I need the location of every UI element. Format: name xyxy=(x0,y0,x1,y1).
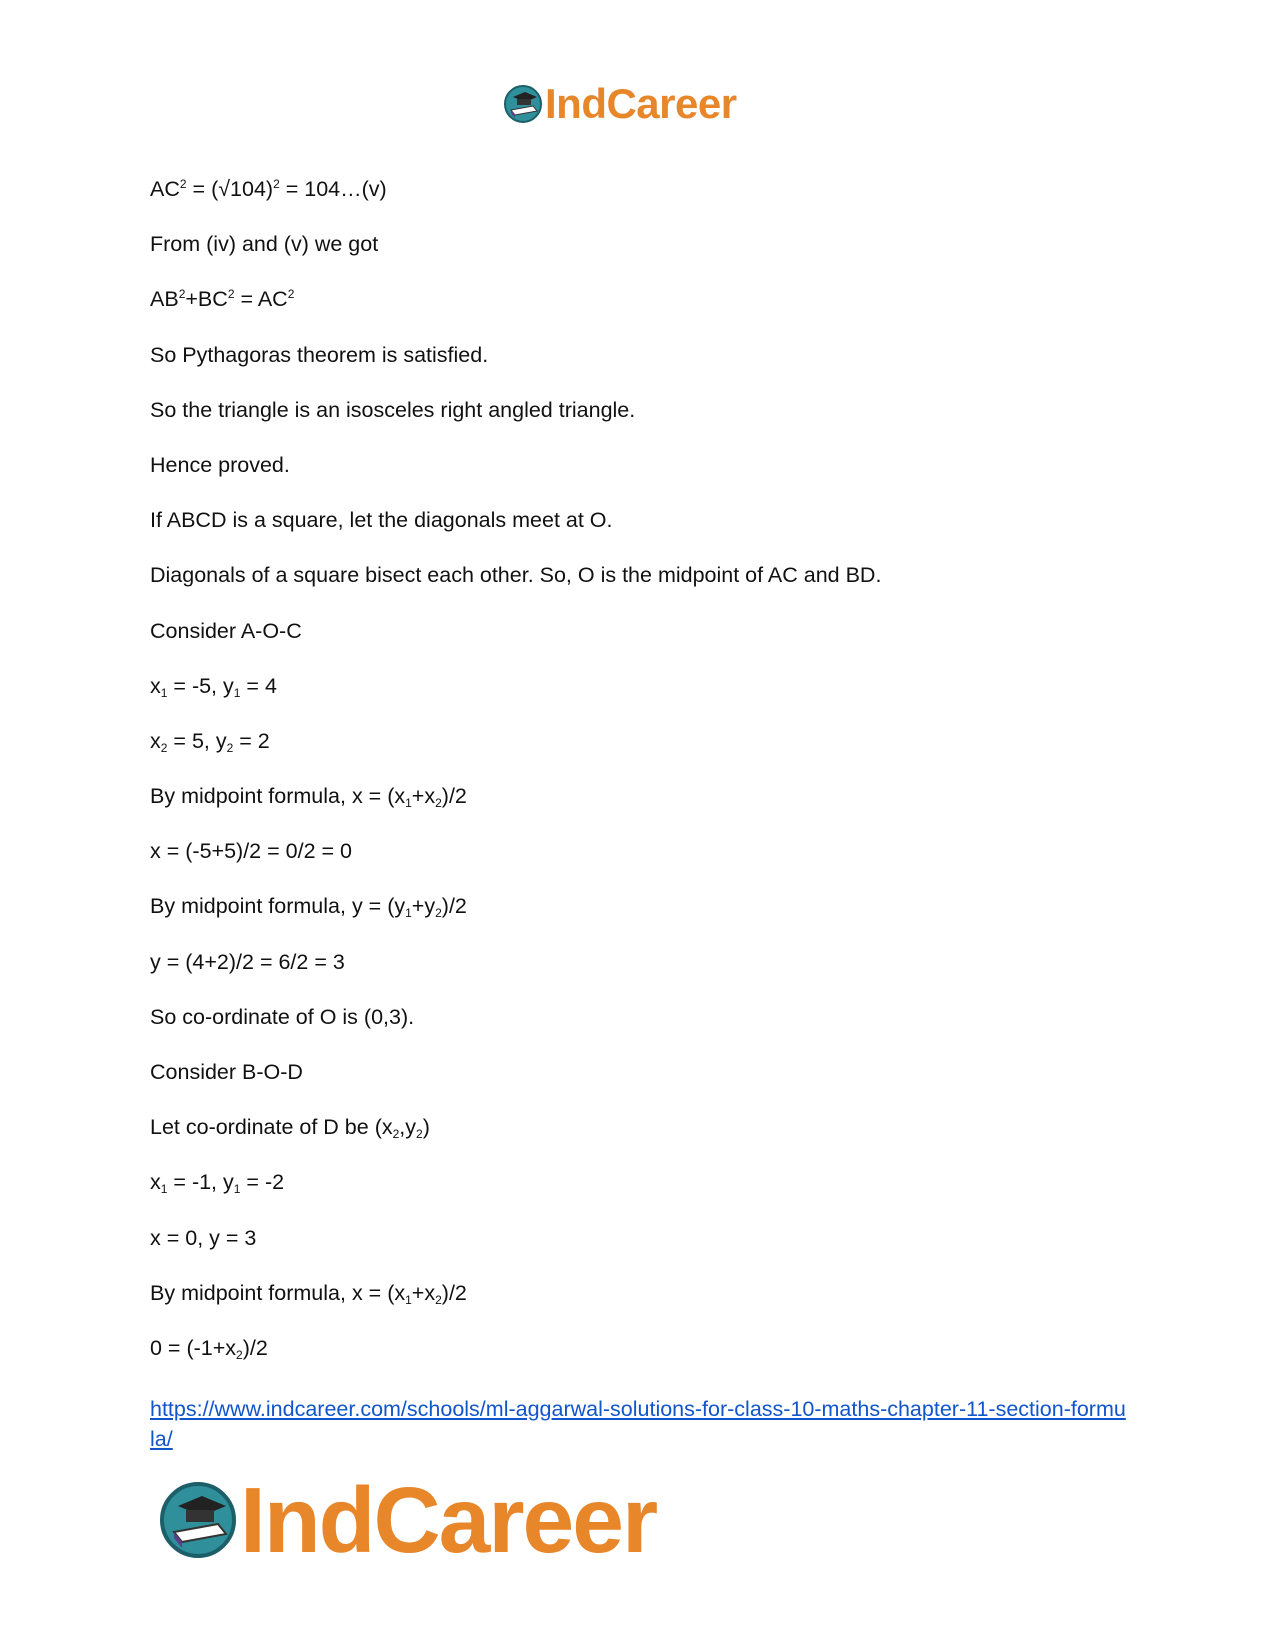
text-line xyxy=(150,726,1150,756)
text-segment: Consider A-O-C xyxy=(150,618,302,643)
text-segment: So the triangle is an isosceles right angled triangle. xyxy=(150,397,636,422)
subscript: 2 xyxy=(416,1127,423,1142)
text-segment: From (iv) and (v) we got xyxy=(150,232,379,257)
text-segment: = 2 xyxy=(233,728,270,753)
text-segment: x = (-5+5)/2 = 0/2 = 0 xyxy=(150,839,352,864)
superscript: 2 xyxy=(178,287,186,302)
text-segment: If ABCD is a square, let the diagonals meet at O. xyxy=(150,508,613,533)
text-segment: y = (4+2)/2 = 6/2 = 3 xyxy=(150,949,345,974)
text-segment: +x xyxy=(411,1280,436,1305)
text-line xyxy=(150,947,1150,977)
text-segment: = (√104) xyxy=(186,177,274,201)
text-segment: So co-ordinate of O is (0,3). xyxy=(150,1004,415,1029)
text-segment: = -5, y xyxy=(167,673,234,698)
subscript: 2 xyxy=(435,906,442,921)
subscript: 1 xyxy=(160,1182,168,1197)
text-segment: x xyxy=(150,673,161,698)
header-logo xyxy=(503,80,737,128)
text-line xyxy=(150,1333,1150,1363)
graduation-cap-book-icon xyxy=(158,1480,238,1560)
superscript: 2 xyxy=(179,177,187,191)
text-segment: +y xyxy=(411,894,436,919)
document-body xyxy=(150,174,1150,1388)
subscript: 1 xyxy=(405,906,412,921)
text-segment: ) xyxy=(422,1115,430,1140)
text-segment: 0 = (-1+x xyxy=(150,1335,237,1360)
superscript: 2 xyxy=(273,177,280,191)
text-segment: )/2 xyxy=(441,784,467,809)
text-segment: By midpoint formula, x = (x xyxy=(150,1280,406,1305)
text-line xyxy=(150,671,1150,701)
graduation-cap-book-icon xyxy=(503,84,543,124)
text-line xyxy=(150,450,1150,480)
subscript: 1 xyxy=(160,685,168,700)
text-line xyxy=(150,1057,1150,1087)
text-segment: )/2 xyxy=(441,1280,467,1305)
subscript: 2 xyxy=(392,1127,400,1142)
subscript: 1 xyxy=(233,1182,241,1197)
text-segment: = -1, y xyxy=(167,1170,234,1195)
text-line xyxy=(150,1002,1150,1032)
subscript: 1 xyxy=(233,685,241,700)
text-line xyxy=(150,1223,1150,1253)
text-line xyxy=(150,781,1150,811)
subscript: 1 xyxy=(405,1292,412,1307)
text-segment: So Pythagoras theorem is satisfied. xyxy=(150,342,489,367)
text-line xyxy=(150,1278,1150,1308)
text-line xyxy=(150,395,1150,425)
text-segment: = -2 xyxy=(240,1170,285,1195)
logo-text: IndCareer xyxy=(545,80,737,127)
subscript: 2 xyxy=(226,740,234,755)
text-line xyxy=(150,1112,1150,1142)
text-line xyxy=(150,616,1150,646)
text-line xyxy=(150,340,1150,370)
subscript: 2 xyxy=(236,1347,243,1362)
text-segment: AB xyxy=(150,287,179,312)
text-line xyxy=(150,836,1150,866)
superscript: 2 xyxy=(227,287,235,302)
footer-logo xyxy=(158,1470,656,1570)
text-line xyxy=(150,284,1150,314)
text-segment: )/2 xyxy=(441,894,467,919)
subscript: 2 xyxy=(435,1292,442,1307)
text-line xyxy=(150,560,1150,590)
text-segment: x xyxy=(150,728,161,753)
text-line xyxy=(150,505,1150,535)
text-line xyxy=(150,174,1150,204)
text-segment: Hence proved. xyxy=(150,452,290,477)
text-line xyxy=(150,229,1150,259)
subscript: 1 xyxy=(405,796,412,811)
text-segment: = 104…(v) xyxy=(279,177,387,201)
text-segment: +BC xyxy=(185,287,228,312)
text-segment: +x xyxy=(411,784,436,809)
text-segment: By midpoint formula, x = (x xyxy=(150,784,406,809)
text-segment: Diagonals of a square bisect each other. So, O is the midpoint of AC and BD. xyxy=(150,563,882,588)
text-line xyxy=(150,891,1150,921)
text-segment: Let co-ordinate of D be (x xyxy=(150,1115,393,1140)
subscript: 2 xyxy=(160,740,168,755)
text-segment: By midpoint formula, y = (y xyxy=(150,894,406,919)
text-segment: Consider B-O-D xyxy=(150,1060,303,1084)
text-segment: = 5, y xyxy=(167,728,227,753)
text-segment: x xyxy=(150,1170,161,1195)
subscript: 2 xyxy=(435,796,442,811)
text-segment: ,y xyxy=(399,1115,417,1140)
text-segment: )/2 xyxy=(242,1335,268,1360)
source-link[interactable]: https://www.indcareer.com/schools/ml-aggarwal-solutions-for-class-10-maths-chapter-11-section-formula/ xyxy=(150,1397,1126,1451)
superscript: 2 xyxy=(287,287,295,302)
text-segment: = 4 xyxy=(240,673,277,698)
text-segment: = AC xyxy=(234,287,288,312)
logo-text: IndCareer xyxy=(240,1468,657,1572)
text-line xyxy=(150,1167,1150,1197)
text-segment: x = 0, y = 3 xyxy=(150,1225,257,1250)
text-segment: AC xyxy=(150,177,180,201)
